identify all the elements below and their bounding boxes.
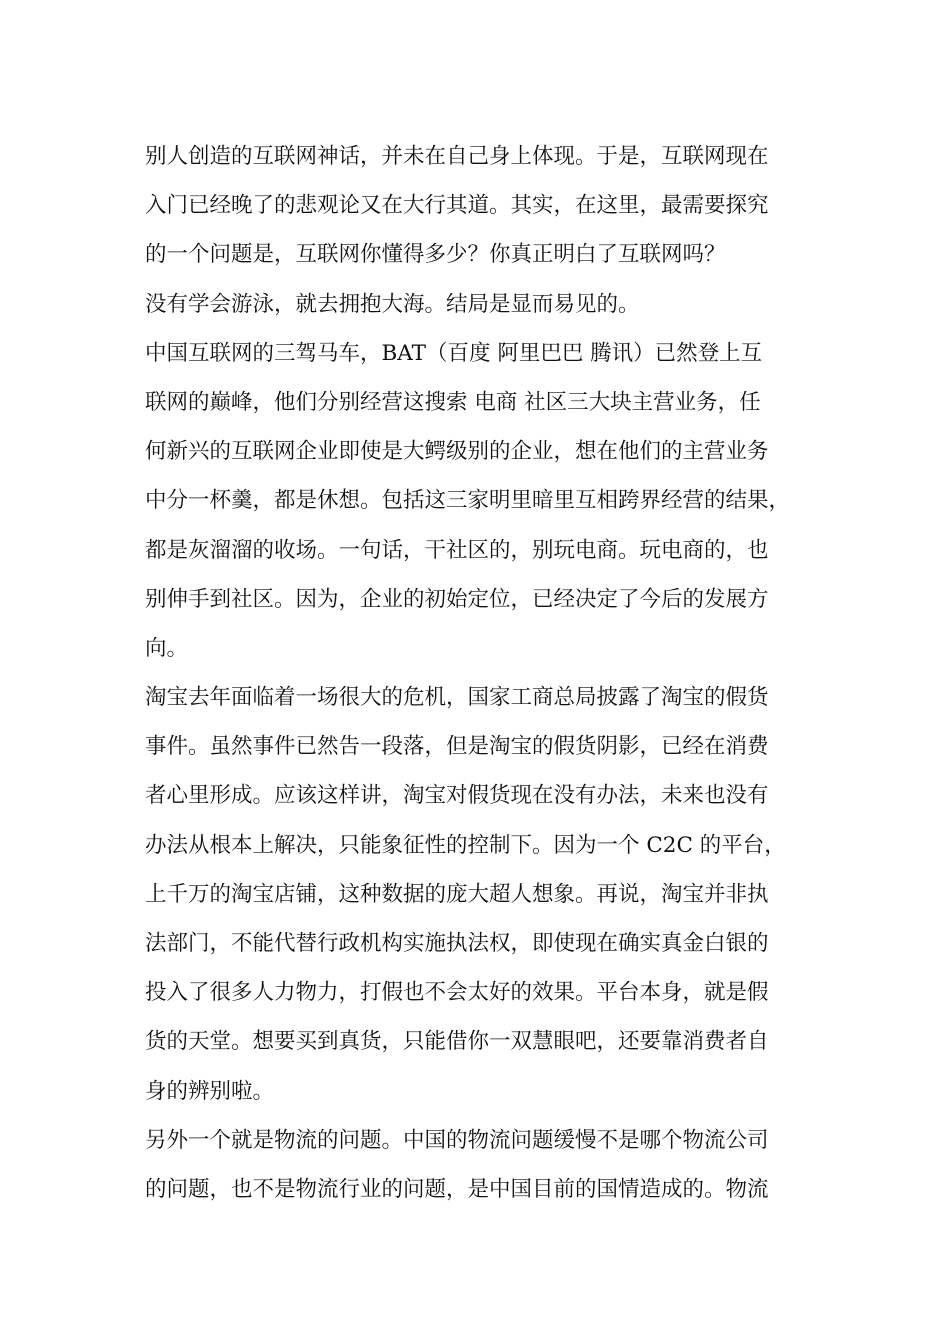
text-line: 没有学会游泳，就去拥抱大海。结局是显而易见的。 [145,291,640,317]
text-line: 淘宝去年面临着一场很大的危机，国家工商总局披露了淘宝的假货 [145,685,769,711]
text-line: 联网的巅峰，他们分别经营这搜索 电商 社区三大块主营业务，任 [145,389,761,415]
text-line: 别伸手到社区。因为，企业的初始定位，已经决定了今后的发展方 [145,586,769,612]
text-line: 另外一个就是物流的问题。中国的物流问题缓慢不是哪个物流公司 [145,1127,769,1153]
text-line: 中分一杯羹，都是休想。包括这三家明里暗里互相跨界经营的结果， [145,488,791,514]
text-line: 的问题，也不是物流行业的问题，是中国目前的国情造成的。物流 [145,1176,769,1202]
text-line: 货的天堂。想要买到真货，只能借你一双慧眼吧，还要靠消费者自 [145,1029,769,1055]
text-line: 入门已经晚了的悲观论又在大行其道。其实，在这里，最需要探究 [145,193,769,219]
text-line: 办法从根本上解决，只能象征性的控制下。因为一个 C2C 的平台， [145,832,786,858]
text-line: 向。 [145,635,189,661]
text-line: 法部门，不能代替行政机构实施执法权，即使现在确实真金白银的 [145,931,769,956]
document-body [145,132,805,1214]
text-line: 者心里形成。应该这样讲，淘宝对假货现在没有办法，未来也没有 [145,783,769,809]
text-line: 投入了很多人力物力，打假也不会太好的效果。平台本身，就是假 [145,980,769,1006]
text-line: 中国互联网的三驾马车，BAT（百度 阿里巴巴 腾讯）已然登上互 [145,340,763,366]
text-line: 身的辨别啦。 [145,1078,275,1104]
text-line: 都是灰溜溜的收场。一句话，干社区的，别玩电商。玩电商的，也 [145,537,769,563]
text-line: 事件。虽然事件已然告一段落，但是淘宝的假货阴影，已经在消费 [145,734,769,760]
text-line: 别人创造的互联网神话，并未在自己身上体现。于是，互联网现在 [145,144,769,169]
text-line: 何新兴的互联网企业即使是大鳄级别的企业，想在他们的主营业务 [145,439,769,465]
text-line: 的一个问题是，互联网你懂得多少？你真正明白了互联网吗？ [145,242,726,268]
text-line: 上千万的淘宝店铺，这种数据的庞大超人想象。再说，淘宝并非执 [145,881,769,907]
